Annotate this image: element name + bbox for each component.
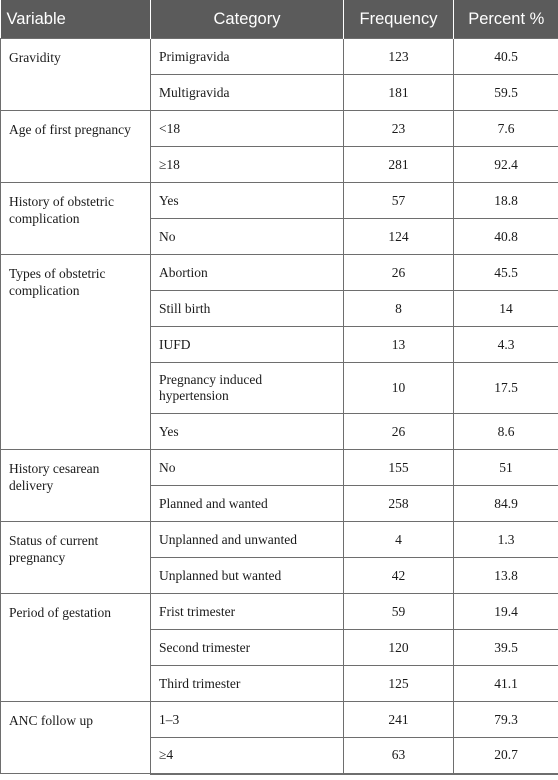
category-cell: Unplanned and unwanted <box>151 522 344 558</box>
category-cell: Third trimester <box>151 666 344 702</box>
frequency-cell: 26 <box>344 255 454 291</box>
category-cell: Planned and wanted <box>151 486 344 522</box>
table-body <box>1 39 558 774</box>
category-cell: IUFD <box>151 327 344 363</box>
variable-cell: Types of obstetric complication <box>1 255 151 450</box>
percent-cell: 8.6 <box>454 414 558 450</box>
frequency-cell: 42 <box>344 558 454 594</box>
percent-cell: 7.6 <box>454 111 558 147</box>
category-cell: Second trimester <box>151 630 344 666</box>
category-cell: ≥18 <box>151 147 344 183</box>
percent-cell: 17.5 <box>454 363 558 414</box>
category-cell: Abortion <box>151 255 344 291</box>
percent-cell: 45.5 <box>454 255 558 291</box>
table-row <box>1 255 558 291</box>
frequency-cell: 124 <box>344 219 454 255</box>
category-cell: Multigravida <box>151 75 344 111</box>
category-cell: Frist trimester <box>151 594 344 630</box>
percent-cell: 51 <box>454 450 558 486</box>
variable-cell: ANC follow up <box>1 702 151 774</box>
percent-cell: 13.8 <box>454 558 558 594</box>
frequency-cell: 8 <box>344 291 454 327</box>
frequency-cell: 181 <box>344 75 454 111</box>
table-row <box>1 522 558 558</box>
variable-cell: Status of current pregnancy <box>1 522 151 594</box>
percent-cell: 19.4 <box>454 594 558 630</box>
category-cell: Yes <box>151 414 344 450</box>
percent-cell: 59.5 <box>454 75 558 111</box>
table-row <box>1 702 558 738</box>
table-row <box>1 594 558 630</box>
percent-cell: 79.3 <box>454 702 558 738</box>
header-frequency: Frequency <box>344 0 454 39</box>
variable-cell: History cesarean delivery <box>1 450 151 522</box>
variable-cell: Age of first pregnancy <box>1 111 151 183</box>
category-cell: Yes <box>151 183 344 219</box>
percent-cell: 41.1 <box>454 666 558 702</box>
category-cell: Pregnancy induced hypertension <box>151 363 344 414</box>
frequency-cell: 13 <box>344 327 454 363</box>
frequency-cell: 258 <box>344 486 454 522</box>
percent-cell: 1.3 <box>454 522 558 558</box>
category-cell: Still birth <box>151 291 344 327</box>
category-cell: No <box>151 450 344 486</box>
category-cell: Primigravida <box>151 39 344 75</box>
percent-cell: 92.4 <box>454 147 558 183</box>
percent-cell: 4.3 <box>454 327 558 363</box>
frequency-cell: 26 <box>344 414 454 450</box>
frequency-cell: 123 <box>344 39 454 75</box>
percent-cell: 20.7 <box>454 738 558 774</box>
header-percent: Percent % <box>454 0 558 39</box>
percent-cell: 14 <box>454 291 558 327</box>
table-header <box>1 0 558 39</box>
frequency-cell: 57 <box>344 183 454 219</box>
category-cell: <18 <box>151 111 344 147</box>
percent-cell: 84.9 <box>454 486 558 522</box>
category-cell: 1–3 <box>151 702 344 738</box>
table-row <box>1 450 558 486</box>
category-cell: ≥4 <box>151 738 344 774</box>
header-category: Category <box>151 0 344 39</box>
table-row <box>1 183 558 219</box>
variable-cell: Gravidity <box>1 39 151 111</box>
variable-cell: History of obstetric complication <box>1 183 151 255</box>
percent-cell: 39.5 <box>454 630 558 666</box>
percent-cell: 40.8 <box>454 219 558 255</box>
variable-cell: Period of gestation <box>1 594 151 702</box>
frequency-cell: 59 <box>344 594 454 630</box>
frequency-cell: 125 <box>344 666 454 702</box>
frequency-cell: 23 <box>344 111 454 147</box>
header-variable: Variable <box>1 0 151 39</box>
table-row <box>1 111 558 147</box>
frequency-cell: 120 <box>344 630 454 666</box>
frequency-cell: 4 <box>344 522 454 558</box>
percent-cell: 18.8 <box>454 183 558 219</box>
category-cell: Unplanned but wanted <box>151 558 344 594</box>
frequency-cell: 63 <box>344 738 454 774</box>
frequency-cell: 155 <box>344 450 454 486</box>
table-row <box>1 39 558 75</box>
category-cell: No <box>151 219 344 255</box>
frequency-cell: 281 <box>344 147 454 183</box>
frequency-cell: 241 <box>344 702 454 738</box>
percent-cell: 40.5 <box>454 39 558 75</box>
frequency-cell: 10 <box>344 363 454 414</box>
